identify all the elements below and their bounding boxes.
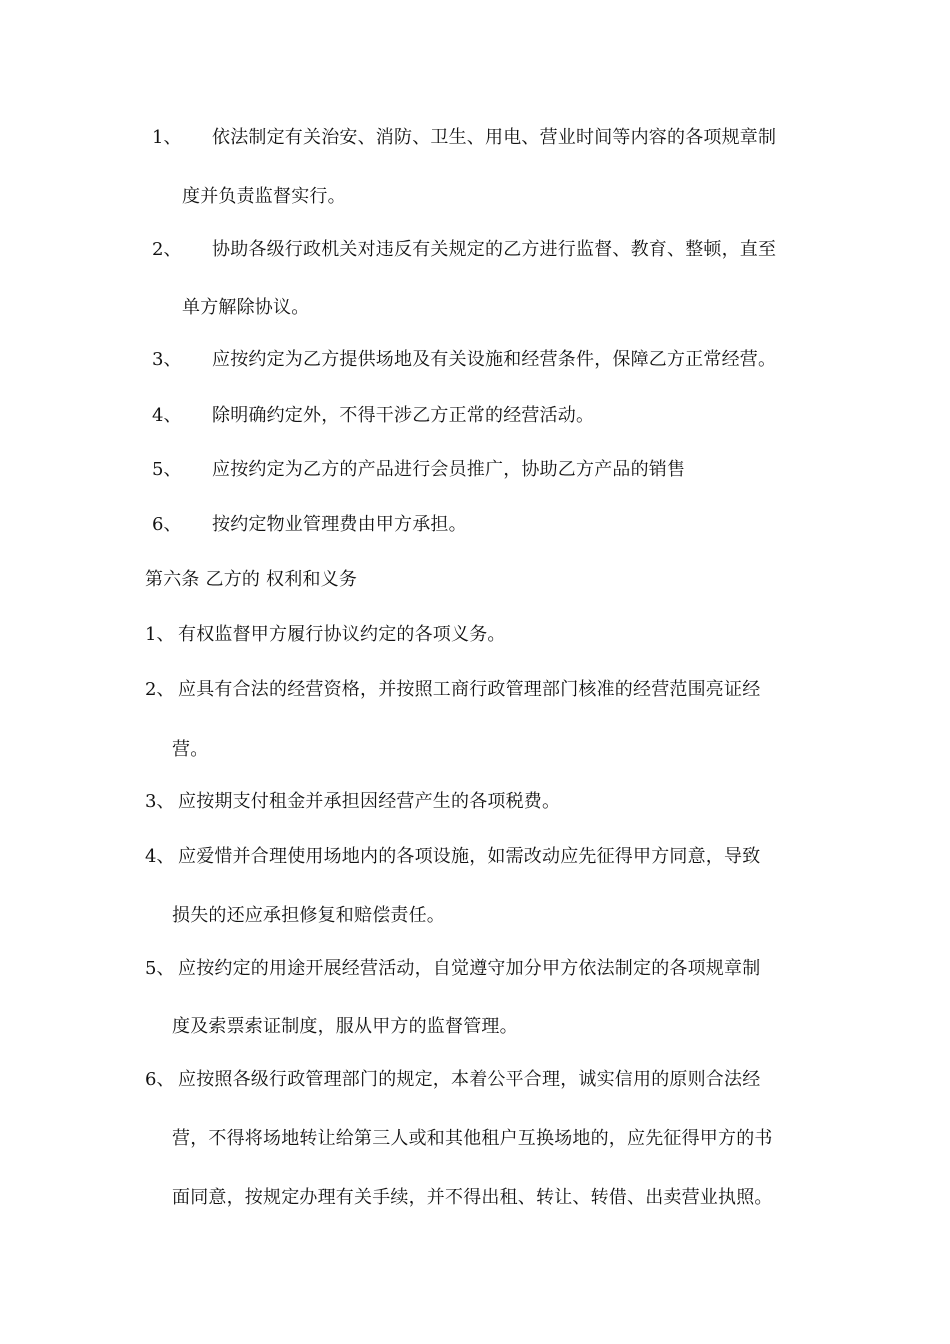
item-number: 2、	[145, 679, 175, 700]
item-text: 有权监督甲方履行协议约定的各项义务。	[178, 624, 506, 645]
item-text-continued: 面同意，按规定办理有关手续，并不得出租、转让、转借、出卖营业执照。	[172, 1187, 773, 1208]
item-text-continued: 度及索票索证制度，服从甲方的监督管理。	[172, 1016, 518, 1037]
item-text-continued: 损失的还应承担修复和赔偿责任。	[172, 905, 445, 926]
item-number: 1、	[152, 127, 182, 148]
item-text-continued: 单方解除协议。	[182, 297, 310, 318]
item-text: 依法制定有关治安、消防、卫生、用电、营业时间等内容的各项规章制	[212, 127, 777, 148]
item-text-continued: 营。	[172, 739, 209, 760]
item-number: 5、	[145, 958, 175, 979]
item-number: 5、	[152, 459, 182, 480]
item-text: 应按约定的用途开展经营活动，自觉遵守加分甲方依法制定的各项规章制	[178, 958, 761, 979]
item-number: 4、	[152, 405, 182, 426]
item-number: 1、	[145, 624, 175, 645]
item-text: 应按约定为乙方提供场地及有关设施和经营条件，保障乙方正常经营。	[212, 349, 777, 370]
item-number: 3、	[145, 791, 175, 812]
item-text: 应具有合法的经营资格，并按照工商行政管理部门核准的经营范围亮证经	[178, 679, 761, 700]
item-number: 6、	[145, 1069, 175, 1090]
item-text: 应按照各级行政管理部门的规定，本着公平合理，诚实信用的原则合法经	[178, 1069, 761, 1090]
item-text: 按约定物业管理费由甲方承担。	[212, 514, 467, 535]
item-number: 4、	[145, 846, 175, 867]
item-number: 6、	[152, 514, 182, 535]
item-text-continued: 度并负责监督实行。	[182, 186, 346, 207]
item-text: 应按期支付租金并承担因经营产生的各项税费。	[178, 791, 561, 812]
item-number: 2、	[152, 239, 182, 260]
item-text: 应按约定为乙方的产品进行会员推广，协助乙方产品的销售	[212, 459, 686, 480]
item-text: 除明确约定外，不得干涉乙方正常的经营活动。	[212, 405, 595, 426]
section-heading: 第六条 乙方的 权利和义务	[145, 569, 358, 590]
item-text: 应爱惜并合理使用场地内的各项设施，如需改动应先征得甲方同意，导致	[178, 846, 761, 867]
item-number: 3、	[152, 349, 182, 370]
item-text-continued: 营，不得将场地转让给第三人或和其他租户互换场地的，应先征得甲方的书	[172, 1128, 773, 1149]
item-text: 协助各级行政机关对违反有关规定的乙方进行监督、教育、整顿，直至	[212, 239, 777, 260]
